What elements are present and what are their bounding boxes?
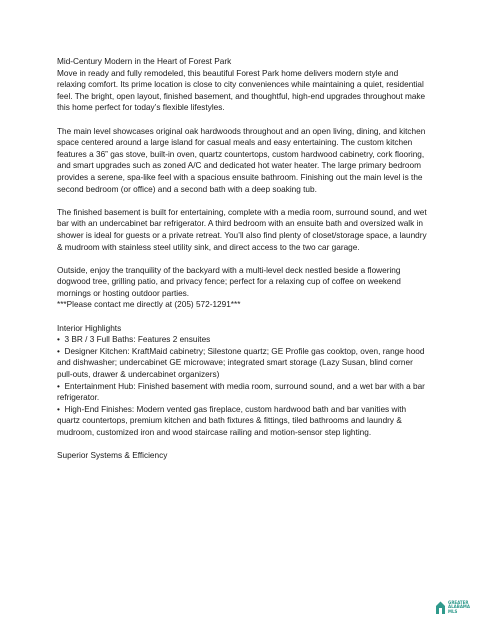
- highlight-item: • High-End Finishes: Modern vented gas fireplace, custom hardwood bath and bar vanities with quartz countertops, premium kitchen and bath fixtures & fittings, tiled bathrooms and laundry & mudroom, customized iron and wood staircase railing and motion-sensor step lighting.: [57, 404, 429, 439]
- logo-line: GREATER: [448, 599, 469, 605]
- highlights-heading: Interior Highlights: [57, 323, 122, 333]
- intro-paragraph: Move in ready and fully remodeled, this beautiful Forest Park home delivers modern style and relaxing comfort. Its prime location is close to city conveniences while maintaining a quiet, residential feel. The bright, open layout, finished basement, and thoughtful, high-end upgrades throughout make this home perfect for today’s flexible lifestyles.: [57, 68, 426, 113]
- basement-paragraph: The finished basement is built for entertaining, complete with a media room, surround sound, and wet bar with an undercabinet bar refrigerator. A third bedroom with an ensuite bath and oversized walk in shower is ideal for guests or a private retreat. You’ll also find plenty of closet/storage space, a laundry & mudroom with stainless steel utility sink, and direct access to the two car garage.: [57, 207, 427, 252]
- mls-logo: [435, 600, 470, 615]
- spacer: [57, 253, 429, 265]
- highlight-item: • 3 BR / 3 Full Baths: Features 2 ensuites: [57, 334, 429, 346]
- systems-heading: Superior Systems & Efficiency: [57, 451, 168, 461]
- spacer: [57, 311, 429, 323]
- main-level-paragraph: The main level showcases original oak hardwoods throughout and an open living, dining, and kitchen space centered around a large island for casual meals and easy entertaining. The custom kitchen features a 36” gas stove, built-in oven, quartz countertops, custom hardwood cabinetry, cork flooring, and smart upgrades such as zoned A/C and dedicated hot water heater. The large primary bedroom provides a serene, spa-like feel with a spacious ensuite bathroom. Finishing out the main level is the second bedroom (or office) and a second bath with a deep soaking tub.: [57, 126, 426, 194]
- listing-document: [57, 56, 429, 462]
- logo-wordmark: [448, 601, 470, 614]
- highlight-item: • Entertainment Hub: Finished basement with media room, surround sound, and a wet bar with a bar refrigerator.: [57, 381, 429, 404]
- spacer: [57, 114, 429, 126]
- contact-line: ***Please contact me directly at (205) 572-1291***: [57, 300, 241, 310]
- document-title: Mid-Century Modern in the Heart of Forest Park: [57, 57, 232, 66]
- spacer: [57, 439, 429, 451]
- logo-line: MLS: [448, 608, 458, 614]
- logo-line: ALABAMA: [448, 604, 470, 610]
- house-logo-icon: [435, 600, 446, 615]
- highlight-item: • Designer Kitchen: KraftMaid cabinetry; Silestone quartz; GE Profile gas cooktop, oven, range hood and dishwasher; undercabinet GE microwave; integrated smart storage (Lazy Susan, blind corner pull-outs, drawer & undercabinet organizers): [57, 346, 429, 381]
- outside-paragraph: Outside, enjoy the tranquility of the backyard with a multi-level deck nestled beside a flowering dogwood tree, grilling patio, and privacy fence; perfect for a relaxing cup of coffee on weekend mornings or hosting outdoor parties.: [57, 265, 401, 298]
- spacer: [57, 195, 429, 207]
